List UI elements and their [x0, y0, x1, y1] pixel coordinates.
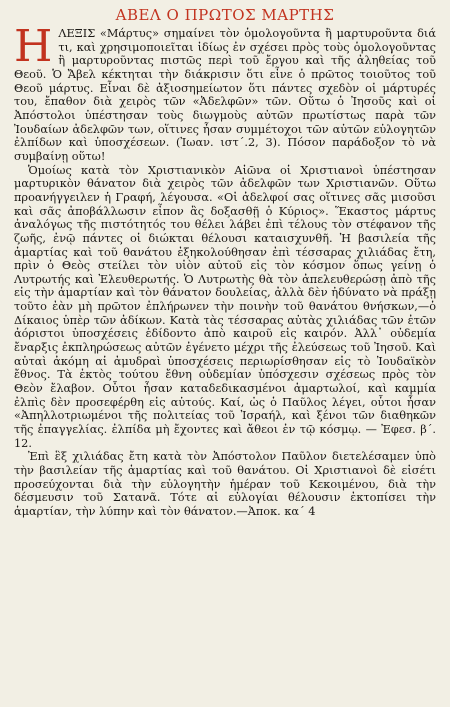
page-title: ΑΒΕΛ Ο ΠΡΩΤΟΣ ΜΑΡΤΗΣ [115, 6, 335, 24]
paragraph [14, 21, 436, 164]
paragraph: Ἐπὶ ἓξ χιλιάδας ἔτη κατὰ τὸν Ἀπόστολον Παῦλον διετελέσαμεν ὑπὸ τὴν βασιλείαν τῆς ἁμαρτίας καὶ τοῦ θανάτου. Οἱ Χριστιανοὶ δὲ εἰσέτι προσεύχονται διὰ τὴν εὐλογητὴν ἡμέραν τοῦ Κεκοιμένου, διὰ τὴν δέσμευσιν τοῦ Σατανᾶ. Τότε αἱ εὐλογίαι θέλουσιν ἐκτοπίσει τὴν ἁμαρτίαν, τὴν λύπην καὶ τὸν θάνατον.—Ἀποκ. κα΄ 4 [14, 450, 436, 518]
paragraph: Ὁμοίως κατὰ τὸν Χριστιανικὸν Αἰῶνα οἱ Χριστιανοὶ ὑπέστησαν μαρτυρικὸν θάνατον διὰ χειρὸς τῶν ἀδελφῶν των Χριστιανῶν. Οὕτω προανήγγειλεν ἡ Γραφή, λέγουσα. «Οἱ ἀδελφοί σας οἵτινες σᾶς μισοῦσι καὶ σᾶς ἀποβάλλωσιν εἶπον ἂς δοξασθῇ ὁ Κύριος». Ἕκαστος μάρτυς ἀναλόγως τῆς πιστότητός του θέλει λάβει ἐπὶ τέλους τὸν στέφανον τῆς ζωῆς, ἐνῷ πάντες οἱ διώκται θέλουσι καταισχυνθῆ. Ἡ βασιλεία τῆς ἁμαρτίας καὶ τοῦ θανάτου ἐξηκολούθησαν ἐπὶ τέσσαρας χιλιάδας ἔτη, πρὶν ὁ Θεὸς στείλει τὸν υἱὸν αὐτοῦ εἰς τὸν κόσμον ὅπως γείνῃ ὁ Λυτρωτής καὶ Ἐλευθερωτής. Ὁ Λυτρωτὴς θὰ τὸν ἀπελευθερώσῃ ἀπὸ τῆς εἰς τὴν ἁμαρτίαν καὶ τὸν θάνατον δουλείας, ἀλλὰ δὲν ἠδύνατο νὰ πράξῃ τοῦτο ἐὰν μὴ πρῶτον ἐπλήρωνεν τὴν ποινὴν τοῦ θανάτου θνήσκων,—ὁ Δίκαιος ὑπὲρ τῶν ἀδίκων. Κατὰ τὰς τέσσαρας αὐτὰς χιλιάδας τῶν ἐτῶν ἀόριστοι ὑποσχέσεις ἐδίδοντο ἀπὸ καιροῦ εἰς καιρόν. Ἀλλ᾽ οὐδεμία ἔναρξις ἐκπληρώσεως αὐτῶν ἐγένετο μέχρι τῆς ἐλεύσεως τοῦ Ἰησοῦ. Καὶ αὐταὶ ἀκόμη αἱ ἀμυδραὶ ὑποσχέσεις περιωρίσθησαν εἰς τὸ Ἰουδαϊκὸν ἔθνος. Τὰ ἐκτὸς τούτου ἔθνη οὐδεμίαν ὑπόσχεσιν σχέσεως πρὸς τὸν Θεὸν ἔλαβον. Οὗτοι ἦσαν καταδεδικασμένοι ἁμαρτωλοί, καὶ καμμία ἐλπὶς δὲν προσεφέρθη εἰς αὐτούς. Καί, ὡς ὁ Παῦλος λέγει, οὗτοι ἦσαν «Ἀπηλλοτριωμένοι τῆς πολιτείας τοῦ Ἰσραήλ, καὶ ξένοι τῶν διαθηκῶν τῆς ἐπαγγελίας. ἐλπίδα μὴ ἔχοντες καὶ ἄθεοι ἐν τῷ κόσμῳ. — Ἐφεσ. β΄. 12. [14, 163, 436, 450]
paragraph-text: ΛΕΞΙΣ «Μάρτυς» σημαίνει τὸν ὁμολογοῦντα ἢ μαρτυροῦντα διά τι, καὶ χρησιμοποιεῖται ἰδίως ἐν σχέσει πρὸς τοὺς ὁμολογοῦντας ἢ μαρτυροῦντας πιστῶς περὶ τοῦ ἔργου καὶ τῆς ἀληθείας τοῦ Θεοῦ. Ὁ Ἄβελ κέκτηται τὴν διάκρισιν ὅτι εἶνε ὁ πρῶτος τοιοῦτος τοῦ Θεοῦ μάρτυς. Εἶναι δὲ ἀξιοσημείωτον ὅτι πάντες σχεδὸν οἱ μάρτυρές του, ἔπαθον διὰ χειρὸς τῶν «Ἀδελφῶν» τῶν. Οὕτω ὁ Ἰησοῦς καὶ οἱ Ἀπόστολοι ὑπέστησαν τοὺς διωγμοὺς αὐτῶν πρωτίστως παρὰ τῶν Ἰουδαίων ἀδελφῶν των, οἵτινες ἦσαν συμμέτοχοι τῶν αὐτῶν εὐλογητῶν ἐλπίδων καὶ ὑποσχέσεων. (Ἰωαν. ιστ΄.2, 3). Πόσον παράδοξον τὸ νὰ συμβαίνῃ οὕτω! [14, 27, 436, 163]
article-body [14, 21, 436, 519]
drop-cap: Η [14, 21, 53, 72]
